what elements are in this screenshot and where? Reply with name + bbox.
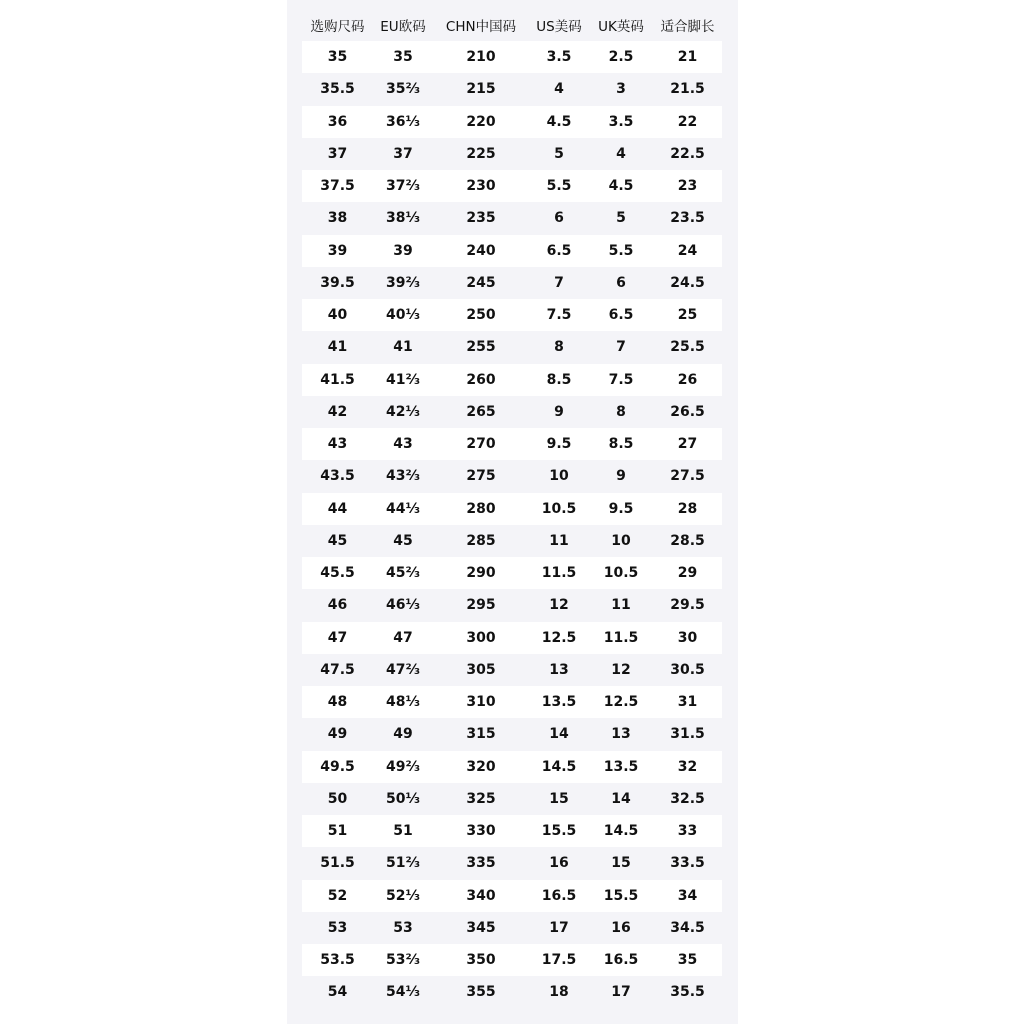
us-size-cell: 4 [529,73,589,105]
header-row [302,9,722,41]
header-chn-size: CHN中国码 [445,19,517,35]
uk-size-cell: 6 [589,267,653,299]
purchase-size-cell: 40 [302,299,373,331]
table-row [302,493,722,525]
chn-size-cell: 280 [433,493,529,525]
chn-size-cell: 250 [433,299,529,331]
eu-size-cell: 51⅔ [373,847,433,879]
foot-length-cell: 22 [653,106,722,138]
foot-length-cell: 21.5 [653,73,722,105]
foot-length-cell: 23 [653,170,722,202]
eu-size-cell: 52⅓ [373,880,433,912]
foot-length-cell: 21 [653,41,722,73]
chn-size-cell: 265 [433,396,529,428]
chn-size-cell: 210 [433,41,529,73]
table-row [302,783,722,815]
uk-size-cell: 11.5 [589,622,653,654]
purchase-size-cell: 41.5 [302,364,373,396]
purchase-size-cell: 45.5 [302,557,373,589]
eu-size-cell: 46⅓ [373,589,433,621]
uk-size-cell: 5 [589,202,653,234]
eu-size-cell: 37⅔ [373,170,433,202]
eu-size-cell: 44⅓ [373,493,433,525]
foot-length-cell: 35.5 [653,976,722,1008]
us-size-cell: 8 [529,331,589,363]
foot-length-cell: 29 [653,557,722,589]
eu-size-cell: 43⅔ [373,460,433,492]
us-size-cell: 13.5 [529,686,589,718]
table-row [302,138,722,170]
foot-length-cell: 26 [653,364,722,396]
purchase-size-cell: 42 [302,396,373,428]
eu-size-cell: 48⅓ [373,686,433,718]
purchase-size-cell: 49.5 [302,751,373,783]
us-size-cell: 11.5 [529,557,589,589]
table-row [302,912,722,944]
foot-length-cell: 31 [653,686,722,718]
table-row [302,428,722,460]
us-size-cell: 14 [529,718,589,750]
chn-size-cell: 275 [433,460,529,492]
chn-size-cell: 255 [433,331,529,363]
header-us-size: US美码 [536,19,582,35]
us-size-cell: 5.5 [529,170,589,202]
purchase-size-cell: 47 [302,622,373,654]
eu-size-cell: 40⅓ [373,299,433,331]
table-row [302,815,722,847]
table-row [302,460,722,492]
purchase-size-cell: 44 [302,493,373,525]
purchase-size-cell: 49 [302,718,373,750]
us-size-cell: 6 [529,202,589,234]
table-row [302,589,722,621]
table-row [302,396,722,428]
foot-length-cell: 34 [653,880,722,912]
uk-size-cell: 15 [589,847,653,879]
foot-length-cell: 28 [653,493,722,525]
chn-size-cell: 245 [433,267,529,299]
purchase-size-cell: 43 [302,428,373,460]
foot-length-cell: 30 [653,622,722,654]
uk-size-cell: 7 [589,331,653,363]
chn-size-cell: 335 [433,847,529,879]
chn-size-cell: 305 [433,654,529,686]
us-size-cell: 18 [529,976,589,1008]
table-row [302,299,722,331]
purchase-size-cell: 52 [302,880,373,912]
us-size-cell: 6.5 [529,235,589,267]
eu-size-cell: 39 [373,235,433,267]
table-row [302,267,722,299]
chn-size-cell: 290 [433,557,529,589]
purchase-size-cell: 38 [302,202,373,234]
purchase-size-cell: 37.5 [302,170,373,202]
header-eu-size: EU欧码 [380,19,426,35]
chn-size-cell: 285 [433,525,529,557]
chn-size-cell: 350 [433,944,529,976]
uk-size-cell: 11 [589,589,653,621]
chn-size-cell: 240 [433,235,529,267]
eu-size-cell: 42⅓ [373,396,433,428]
purchase-size-cell: 50 [302,783,373,815]
foot-length-cell: 31.5 [653,718,722,750]
chn-size-cell: 310 [433,686,529,718]
uk-size-cell: 15.5 [589,880,653,912]
uk-size-cell: 5.5 [589,235,653,267]
eu-size-cell: 43 [373,428,433,460]
purchase-size-cell: 35.5 [302,73,373,105]
purchase-size-cell: 48 [302,686,373,718]
table-row [302,525,722,557]
table-row [302,106,722,138]
foot-length-cell: 25.5 [653,331,722,363]
table-row [302,202,722,234]
foot-length-cell: 30.5 [653,654,722,686]
eu-size-cell: 49 [373,718,433,750]
table-row [302,557,722,589]
eu-size-cell: 49⅔ [373,751,433,783]
chn-size-cell: 340 [433,880,529,912]
eu-size-cell: 45 [373,525,433,557]
table-row [302,170,722,202]
table-row [302,686,722,718]
eu-size-cell: 39⅔ [373,267,433,299]
table-row [302,944,722,976]
us-size-cell: 16 [529,847,589,879]
table-row [302,654,722,686]
chn-size-cell: 230 [433,170,529,202]
header-purchase-size: 选购尺码 [310,19,365,35]
uk-size-cell: 14 [589,783,653,815]
eu-size-cell: 38⅓ [373,202,433,234]
foot-length-cell: 24.5 [653,267,722,299]
header-uk-size: UK英码 [598,19,644,35]
table-row [302,331,722,363]
us-size-cell: 9.5 [529,428,589,460]
us-size-cell: 15 [529,783,589,815]
eu-size-cell: 54⅓ [373,976,433,1008]
purchase-size-cell: 51.5 [302,847,373,879]
table-row [302,718,722,750]
eu-size-cell: 45⅔ [373,557,433,589]
uk-size-cell: 16 [589,912,653,944]
eu-size-cell: 47 [373,622,433,654]
purchase-size-cell: 43.5 [302,460,373,492]
table-row [302,976,722,1008]
uk-size-cell: 6.5 [589,299,653,331]
us-size-cell: 17 [529,912,589,944]
eu-size-cell: 41⅔ [373,364,433,396]
size-conversion-table [302,9,722,1009]
purchase-size-cell: 41 [302,331,373,363]
us-size-cell: 12 [529,589,589,621]
uk-size-cell: 14.5 [589,815,653,847]
us-size-cell: 9 [529,396,589,428]
us-size-cell: 7.5 [529,299,589,331]
eu-size-cell: 36⅓ [373,106,433,138]
uk-size-cell: 4.5 [589,170,653,202]
us-size-cell: 13 [529,654,589,686]
table-header [302,9,722,41]
us-size-cell: 5 [529,138,589,170]
us-size-cell: 4.5 [529,106,589,138]
us-size-cell: 17.5 [529,944,589,976]
eu-size-cell: 53 [373,912,433,944]
uk-size-cell: 2.5 [589,41,653,73]
purchase-size-cell: 36 [302,106,373,138]
table-body [302,41,722,1009]
purchase-size-cell: 53 [302,912,373,944]
foot-length-cell: 25 [653,299,722,331]
eu-size-cell: 50⅓ [373,783,433,815]
purchase-size-cell: 54 [302,976,373,1008]
uk-size-cell: 9.5 [589,493,653,525]
table-row [302,364,722,396]
uk-size-cell: 10.5 [589,557,653,589]
purchase-size-cell: 47.5 [302,654,373,686]
chn-size-cell: 270 [433,428,529,460]
chn-size-cell: 300 [433,622,529,654]
foot-length-cell: 26.5 [653,396,722,428]
foot-length-cell: 32 [653,751,722,783]
chn-size-cell: 315 [433,718,529,750]
eu-size-cell: 51 [373,815,433,847]
eu-size-cell: 35 [373,41,433,73]
foot-length-cell: 35 [653,944,722,976]
us-size-cell: 12.5 [529,622,589,654]
purchase-size-cell: 46 [302,589,373,621]
header-foot-length: 适合脚长 [660,19,715,35]
uk-size-cell: 13 [589,718,653,750]
foot-length-cell: 28.5 [653,525,722,557]
eu-size-cell: 35⅔ [373,73,433,105]
table-row [302,847,722,879]
chn-size-cell: 235 [433,202,529,234]
purchase-size-cell: 45 [302,525,373,557]
us-size-cell: 8.5 [529,364,589,396]
eu-size-cell: 41 [373,331,433,363]
foot-length-cell: 33.5 [653,847,722,879]
purchase-size-cell: 35 [302,41,373,73]
chn-size-cell: 260 [433,364,529,396]
uk-size-cell: 12.5 [589,686,653,718]
table-row [302,880,722,912]
table-row [302,41,722,73]
chn-size-cell: 325 [433,783,529,815]
uk-size-cell: 17 [589,976,653,1008]
foot-length-cell: 23.5 [653,202,722,234]
eu-size-cell: 37 [373,138,433,170]
chn-size-cell: 345 [433,912,529,944]
foot-length-cell: 34.5 [653,912,722,944]
us-size-cell: 3.5 [529,41,589,73]
foot-length-cell: 32.5 [653,783,722,815]
chn-size-cell: 355 [433,976,529,1008]
uk-size-cell: 10 [589,525,653,557]
purchase-size-cell: 53.5 [302,944,373,976]
purchase-size-cell: 39.5 [302,267,373,299]
uk-size-cell: 3.5 [589,106,653,138]
uk-size-cell: 7.5 [589,364,653,396]
foot-length-cell: 27.5 [653,460,722,492]
us-size-cell: 15.5 [529,815,589,847]
us-size-cell: 11 [529,525,589,557]
uk-size-cell: 8 [589,396,653,428]
foot-length-cell: 33 [653,815,722,847]
table-row [302,73,722,105]
foot-length-cell: 29.5 [653,589,722,621]
chn-size-cell: 330 [433,815,529,847]
uk-size-cell: 9 [589,460,653,492]
purchase-size-cell: 51 [302,815,373,847]
chn-size-cell: 215 [433,73,529,105]
uk-size-cell: 16.5 [589,944,653,976]
table-row [302,751,722,783]
uk-size-cell: 13.5 [589,751,653,783]
table-row [302,235,722,267]
eu-size-cell: 53⅔ [373,944,433,976]
table-row [302,622,722,654]
us-size-cell: 14.5 [529,751,589,783]
us-size-cell: 16.5 [529,880,589,912]
foot-length-cell: 24 [653,235,722,267]
chn-size-cell: 225 [433,138,529,170]
us-size-cell: 10.5 [529,493,589,525]
uk-size-cell: 4 [589,138,653,170]
eu-size-cell: 47⅔ [373,654,433,686]
purchase-size-cell: 37 [302,138,373,170]
us-size-cell: 10 [529,460,589,492]
uk-size-cell: 12 [589,654,653,686]
chn-size-cell: 295 [433,589,529,621]
purchase-size-cell: 39 [302,235,373,267]
uk-size-cell: 3 [589,73,653,105]
uk-size-cell: 8.5 [589,428,653,460]
foot-length-cell: 27 [653,428,722,460]
chn-size-cell: 320 [433,751,529,783]
us-size-cell: 7 [529,267,589,299]
foot-length-cell: 22.5 [653,138,722,170]
chn-size-cell: 220 [433,106,529,138]
